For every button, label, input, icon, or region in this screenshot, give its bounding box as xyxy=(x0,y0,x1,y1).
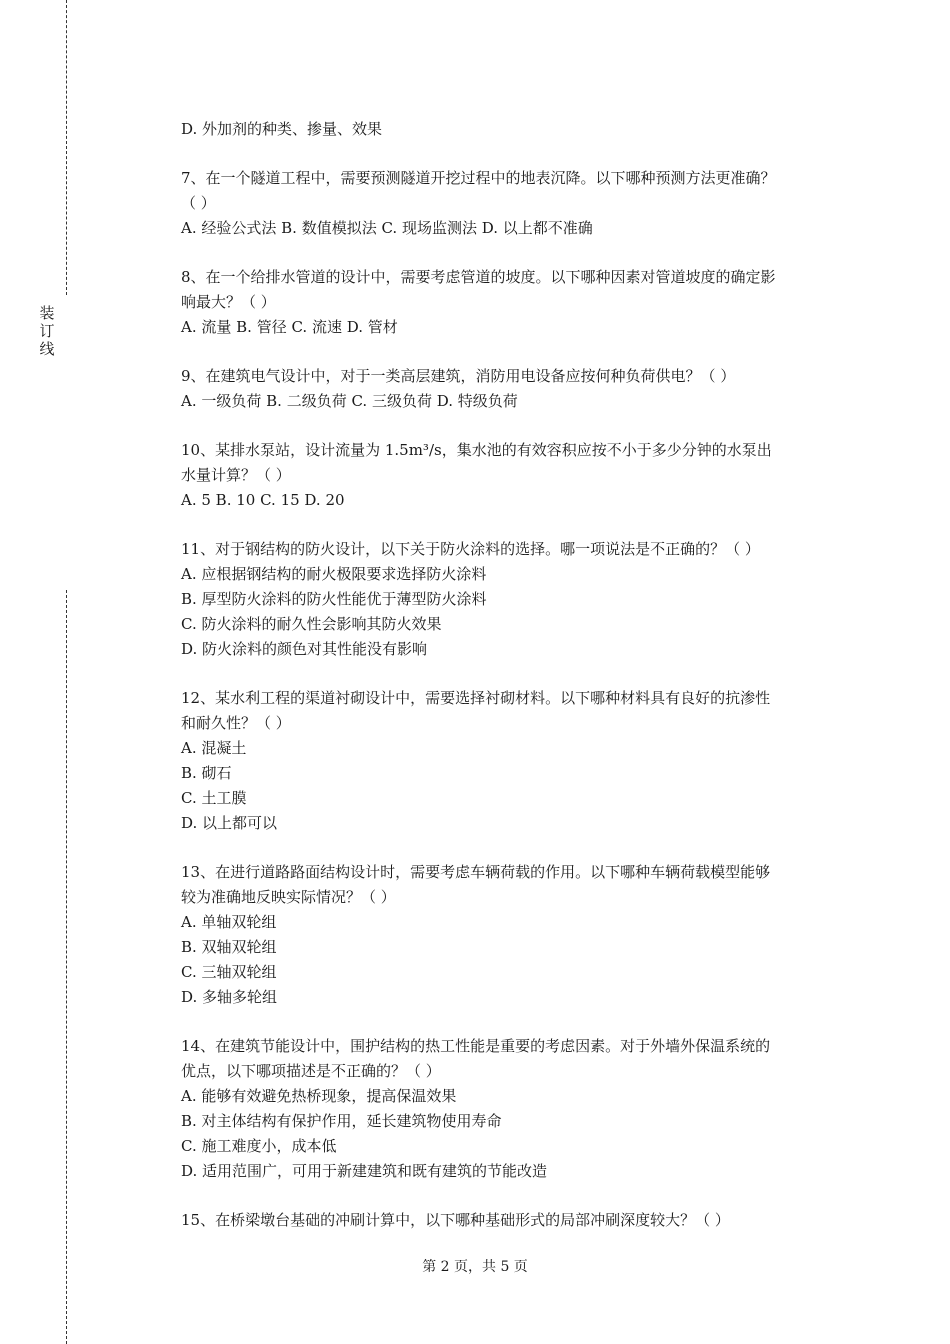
question-line: 12、某水利工程的渠道衬砌设计中，需要选择衬砌材料。以下哪种材料具有良好的抗渗性 xyxy=(181,689,771,707)
question-line: 14、在建筑节能设计中，围护结构的热工性能是重要的考虑因素。对于外墙外保温系统的 xyxy=(181,1037,771,1055)
question-line: 水量计算？（ ） xyxy=(181,466,291,484)
block-spacer xyxy=(181,142,841,166)
block-spacer xyxy=(181,836,841,860)
binding-char: 线 xyxy=(39,340,55,358)
block-spacer xyxy=(181,662,841,686)
question-line: 9、在建筑电气设计中，对于一类高层建筑，消防用电设备应按何种负荷供电？（ ） xyxy=(181,367,736,385)
question-line: D. 以上都可以 xyxy=(181,814,278,832)
question-line: A. 流量 B. 管径 C. 流速 D. 管材 xyxy=(181,318,398,336)
question-block xyxy=(181,1208,841,1233)
question-line: 响最大？（ ） xyxy=(181,293,276,311)
question-line: 8、在一个给排水管道的设计中，需要考虑管道的坡度。以下哪种因素对管道坡度的确定影 xyxy=(181,268,776,286)
question-line: D. 适用范围广，可用于新建建筑和既有建筑的节能改造 xyxy=(181,1162,548,1180)
question-line: 优点，以下哪项描述是不正确的？（ ） xyxy=(181,1062,441,1080)
binding-dashed-line-top xyxy=(66,0,67,295)
exam-content xyxy=(181,117,841,1233)
binding-char: 订 xyxy=(39,322,55,340)
question-line: 较为准确地反映实际情况？（ ） xyxy=(181,888,396,906)
question-line: C. 施工难度小，成本低 xyxy=(181,1137,337,1155)
question-line: D. 外加剂的种类、掺量、效果 xyxy=(181,120,383,138)
question-line: D. 防火涂料的颜色对其性能没有影响 xyxy=(181,640,428,658)
block-spacer xyxy=(181,1010,841,1034)
binding-line-label xyxy=(37,304,57,358)
question-block xyxy=(181,364,841,414)
binding-char: 装 xyxy=(39,304,55,322)
question-block xyxy=(181,1034,841,1184)
question-line: C. 防火涂料的耐久性会影响其防火效果 xyxy=(181,615,442,633)
question-line: B. 对主体结构有保护作用，延长建筑物使用寿命 xyxy=(181,1112,502,1130)
question-line: 15、在桥梁墩台基础的冲刷计算中，以下哪种基础形式的局部冲刷深度较大？（ ） xyxy=(181,1211,730,1229)
question-line: B. 厚型防火涂料的防火性能优于薄型防火涂料 xyxy=(181,590,487,608)
question-line: 13、在进行道路路面结构设计时，需要考虑车辆荷载的作用。以下哪种车辆荷载模型能够 xyxy=(181,863,771,881)
question-line: A. 混凝土 xyxy=(181,739,247,757)
question-line: A. 经验公式法 B. 数值模拟法 C. 现场监测法 D. 以上都不准确 xyxy=(181,219,593,237)
binding-dashed-line-bottom xyxy=(66,590,67,1344)
question-line: 10、某排水泵站，设计流量为 1.5m³/s，集水池的有效容积应按不小于多少分钟的水泵出 xyxy=(181,441,772,459)
block-spacer xyxy=(181,414,841,438)
question-block xyxy=(181,265,841,340)
question-line: C. 三轴双轮组 xyxy=(181,963,277,981)
question-line: A. 应根据钢结构的耐火极限要求选择防火涂料 xyxy=(181,565,487,583)
question-line: B. 双轴双轮组 xyxy=(181,938,277,956)
page-number: 第 2 页，共 5 页 xyxy=(422,1259,528,1275)
question-block xyxy=(181,686,841,836)
block-spacer xyxy=(181,241,841,265)
block-spacer xyxy=(181,340,841,364)
question-block xyxy=(181,537,841,662)
question-line: A. 能够有效避免热桥现象，提高保温效果 xyxy=(181,1087,457,1105)
question-block xyxy=(181,438,841,513)
question-line: C. 土工膜 xyxy=(181,789,247,807)
question-block xyxy=(181,117,841,142)
question-line: 11、对于钢结构的防火设计，以下关于防火涂料的选择。哪一项说法是不正确的？（ ） xyxy=(181,540,760,558)
block-spacer xyxy=(181,1184,841,1208)
question-block xyxy=(181,166,841,241)
question-line: D. 多轴多轮组 xyxy=(181,988,278,1006)
question-line: A. 5 B. 10 C. 15 D. 20 xyxy=(181,491,345,509)
question-line: B. 砌石 xyxy=(181,764,232,782)
question-line: A. 一级负荷 B. 二级负荷 C. 三级负荷 D. 特级负荷 xyxy=(181,392,518,410)
question-line: （ ） xyxy=(181,194,216,212)
question-block xyxy=(181,860,841,1010)
question-line: 7、在一个隧道工程中，需要预测隧道开挖过程中的地表沉降。以下哪种预测方法更准确？ xyxy=(181,169,776,187)
question-line: 和耐久性？（ ） xyxy=(181,714,291,732)
question-line: A. 单轴双轮组 xyxy=(181,913,277,931)
block-spacer xyxy=(181,513,841,537)
